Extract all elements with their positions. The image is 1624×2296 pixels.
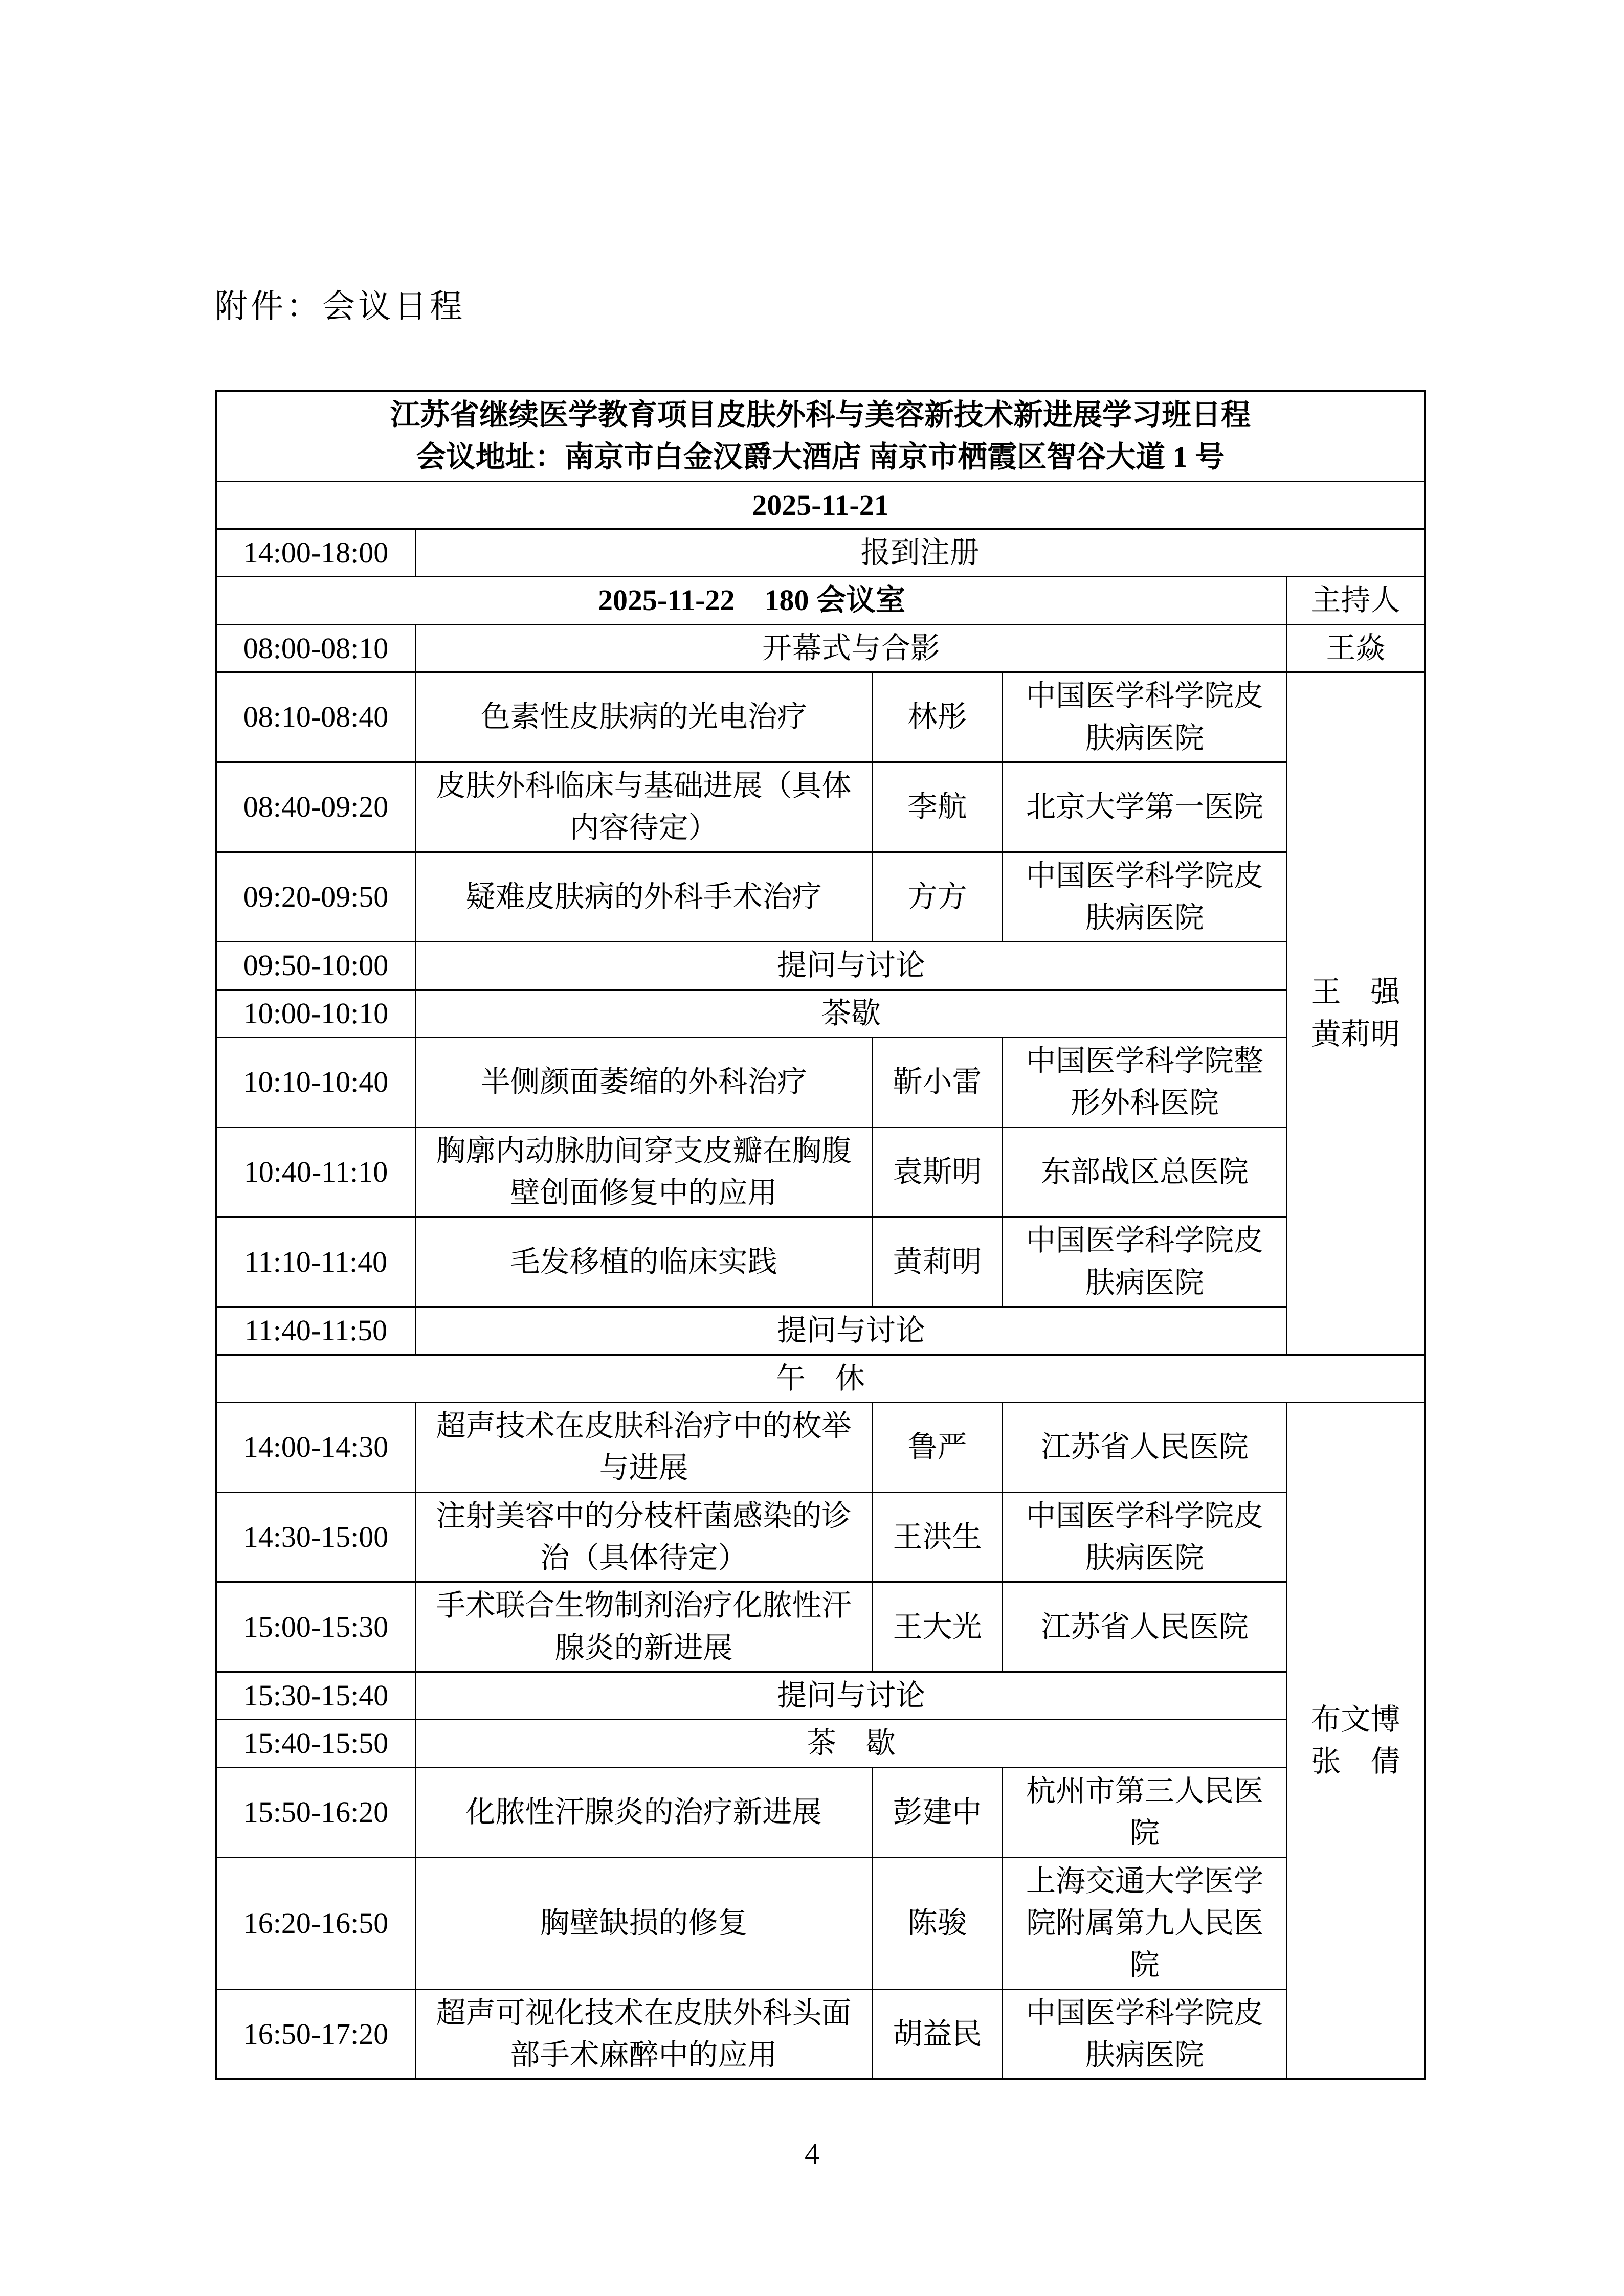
schedule-row xyxy=(216,989,1425,1037)
speaker-cell: 鲁严 xyxy=(872,1402,1003,1492)
registration-row xyxy=(216,529,1425,577)
affiliation-cell: 中国医学科学院皮肤病医院 xyxy=(1003,1989,1287,2079)
speaker-cell: 靳小雷 xyxy=(872,1038,1003,1128)
speaker-cell: 陈骏 xyxy=(872,1857,1003,1989)
schedule-row xyxy=(216,1989,1425,2079)
time-cell: 14:30-15:00 xyxy=(216,1492,415,1582)
affiliation-cell: 中国医学科学院皮肤病医院 xyxy=(1003,672,1287,762)
event-cell: 提问与讨论 xyxy=(415,942,1287,989)
moderator-cell: 布文博 张 倩 xyxy=(1287,1402,1425,2079)
topic-cell: 半侧颜面萎缩的外科治疗 xyxy=(415,1038,872,1128)
time-cell: 15:00-15:30 xyxy=(216,1582,415,1672)
conference-title: 江苏省继续医学教育项目皮肤外科与美容新技术新进展学习班日程 xyxy=(390,398,1251,432)
schedule-row xyxy=(216,1767,1425,1857)
schedule-row xyxy=(216,1217,1425,1307)
table-header-row xyxy=(216,391,1425,481)
time-cell: 16:50-17:20 xyxy=(216,1989,415,2079)
time-cell: 15:50-16:20 xyxy=(216,1767,415,1857)
schedule-row xyxy=(216,624,1425,672)
speaker-cell: 王大光 xyxy=(872,1582,1003,1672)
moderator-label: 主持人 xyxy=(1287,577,1425,624)
schedule-row xyxy=(216,672,1425,762)
topic-cell: 疑难皮肤病的外科手术治疗 xyxy=(415,852,872,942)
conference-address: 会议地址：南京市白金汉爵大酒店 南京市栖霞区智谷大道 1 号 xyxy=(416,440,1225,474)
time-cell: 09:50-10:00 xyxy=(216,942,415,989)
lunch-cell: 午 休 xyxy=(216,1355,1425,1402)
affiliation-cell: 杭州市第三人民医院 xyxy=(1003,1767,1287,1857)
event-cell: 开幕式与合影 xyxy=(415,624,1287,672)
table-header-cell xyxy=(216,391,1425,481)
schedule-table xyxy=(215,390,1426,2080)
affiliation-cell: 中国医学科学院整形外科医院 xyxy=(1003,1038,1287,1128)
schedule-row xyxy=(216,1402,1425,1492)
time-cell: 11:10-11:40 xyxy=(216,1217,415,1307)
affiliation-cell: 北京大学第一医院 xyxy=(1003,762,1287,852)
event-cell: 茶 歇 xyxy=(415,1720,1287,1767)
event-cell: 报到注册 xyxy=(415,529,1425,577)
topic-cell: 毛发移植的临床实践 xyxy=(415,1217,872,1307)
speaker-cell: 方方 xyxy=(872,852,1003,942)
schedule-row xyxy=(216,762,1425,852)
time-cell: 16:20-16:50 xyxy=(216,1857,415,1989)
speaker-cell: 袁斯明 xyxy=(872,1127,1003,1217)
time-cell: 10:40-11:10 xyxy=(216,1127,415,1217)
schedule-row xyxy=(216,852,1425,942)
day1-date-row xyxy=(216,481,1425,529)
attachment-title: 附件：会议日程 xyxy=(215,288,465,325)
time-cell: 08:10-08:40 xyxy=(216,672,415,762)
page-number: 4 xyxy=(805,2137,819,2170)
schedule-row xyxy=(216,1492,1425,1582)
speaker-cell: 李航 xyxy=(872,762,1003,852)
speaker-cell: 胡益民 xyxy=(872,1989,1003,2079)
affiliation-cell: 江苏省人民医院 xyxy=(1003,1402,1287,1492)
time-cell: 15:30-15:40 xyxy=(216,1672,415,1720)
day2-session-title: 2025-11-22 180 会议室 xyxy=(216,577,1287,624)
schedule-row xyxy=(216,942,1425,989)
affiliation-cell: 中国医学科学院皮肤病医院 xyxy=(1003,1492,1287,1582)
time-cell: 10:00-10:10 xyxy=(216,989,415,1037)
topic-cell: 胸廓内动脉肋间穿支皮瓣在胸腹壁创面修复中的应用 xyxy=(415,1127,872,1217)
day2-session-row xyxy=(216,577,1425,624)
schedule-row xyxy=(216,1720,1425,1767)
time-cell: 14:00-14:30 xyxy=(216,1402,415,1492)
affiliation-cell: 上海交通大学医学院附属第九人民医院 xyxy=(1003,1857,1287,1989)
topic-cell: 手术联合生物制剂治疗化脓性汗腺炎的新进展 xyxy=(415,1582,872,1672)
time-cell: 08:00-08:10 xyxy=(216,624,415,672)
topic-cell: 超声可视化技术在皮肤外科头面部手术麻醉中的应用 xyxy=(415,1989,872,2079)
event-cell: 提问与讨论 xyxy=(415,1307,1287,1355)
schedule-row xyxy=(216,1582,1425,1672)
topic-cell: 化脓性汗腺炎的治疗新进展 xyxy=(415,1767,872,1857)
affiliation-cell: 江苏省人民医院 xyxy=(1003,1582,1287,1672)
time-cell: 14:00-18:00 xyxy=(216,529,415,577)
speaker-cell: 王洪生 xyxy=(872,1492,1003,1582)
affiliation-cell: 东部战区总医院 xyxy=(1003,1127,1287,1217)
affiliation-cell: 中国医学科学院皮肤病医院 xyxy=(1003,852,1287,942)
speaker-cell: 黄莉明 xyxy=(872,1217,1003,1307)
topic-cell: 皮肤外科临床与基础进展（具体内容待定） xyxy=(415,762,872,852)
schedule-row xyxy=(216,1038,1425,1128)
day1-date: 2025-11-21 xyxy=(216,481,1425,529)
topic-cell: 色素性皮肤病的光电治疗 xyxy=(415,672,872,762)
time-cell: 15:40-15:50 xyxy=(216,1720,415,1767)
topic-cell: 注射美容中的分枝杆菌感染的诊治（具体待定） xyxy=(415,1492,872,1582)
time-cell: 11:40-11:50 xyxy=(216,1307,415,1355)
time-cell: 10:10-10:40 xyxy=(216,1038,415,1128)
schedule-row xyxy=(216,1857,1425,1989)
event-cell: 提问与讨论 xyxy=(415,1672,1287,1720)
speaker-cell: 林彤 xyxy=(872,672,1003,762)
topic-cell: 胸壁缺损的修复 xyxy=(415,1857,872,1989)
moderator-cell: 王焱 xyxy=(1287,624,1425,672)
schedule-row xyxy=(216,1672,1425,1720)
moderator-cell: 王 强 黄莉明 xyxy=(1287,672,1425,1355)
lunch-row xyxy=(216,1355,1425,1402)
schedule-row xyxy=(216,1127,1425,1217)
affiliation-cell: 中国医学科学院皮肤病医院 xyxy=(1003,1217,1287,1307)
time-cell: 08:40-09:20 xyxy=(216,762,415,852)
schedule-row xyxy=(216,1307,1425,1355)
speaker-cell: 彭建中 xyxy=(872,1767,1003,1857)
topic-cell: 超声技术在皮肤科治疗中的枚举与进展 xyxy=(415,1402,872,1492)
time-cell: 09:20-09:50 xyxy=(216,852,415,942)
event-cell: 茶歇 xyxy=(415,989,1287,1037)
